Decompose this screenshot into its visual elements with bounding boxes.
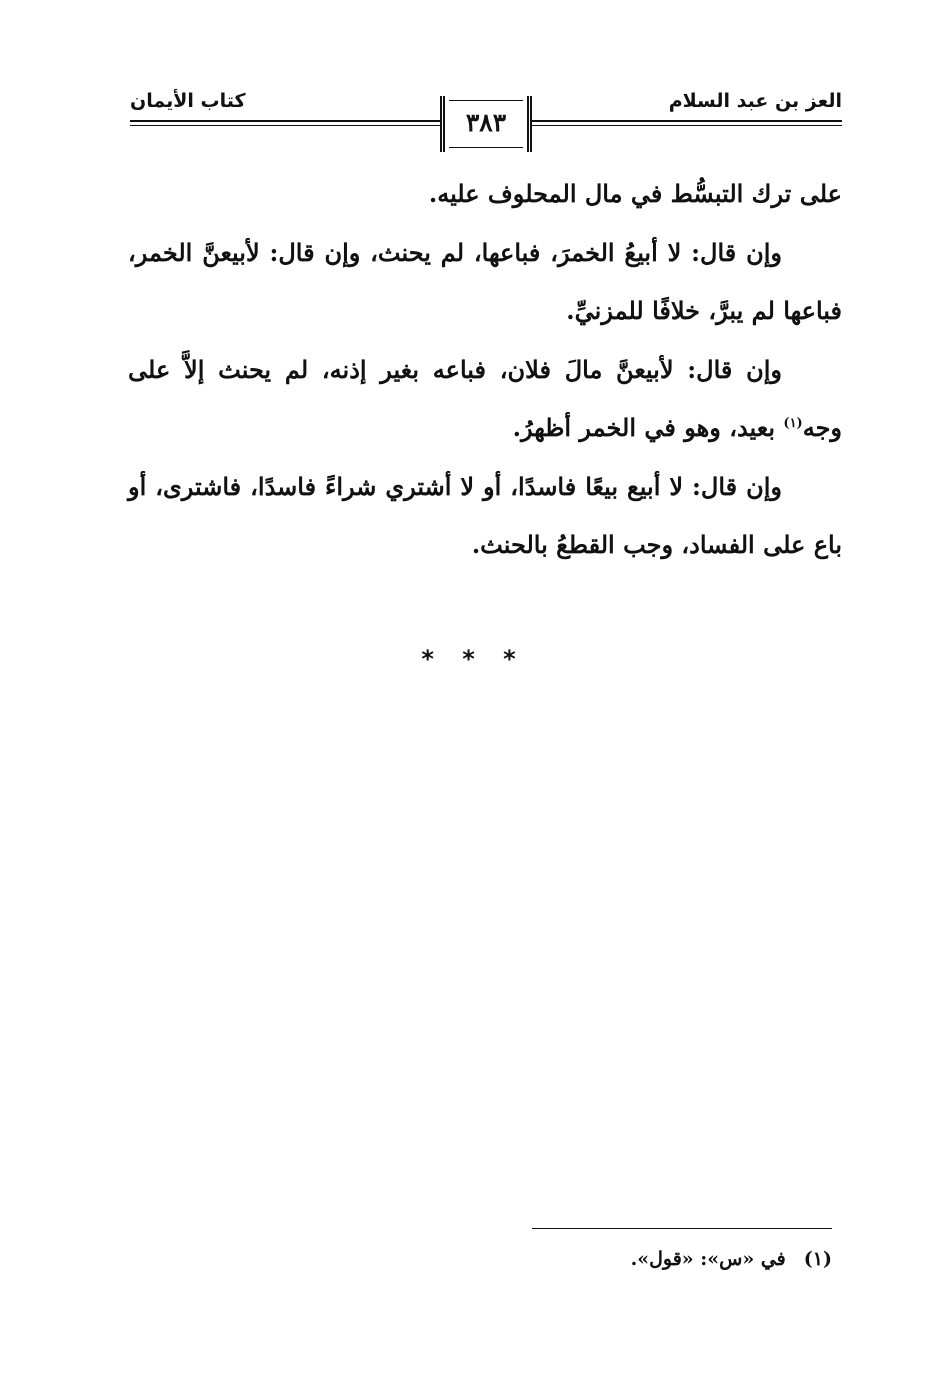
page-header bbox=[130, 88, 842, 152]
paragraph-text-continued: بعيد، وهو في الخمر أظهرُ. bbox=[512, 413, 784, 442]
footnote bbox=[631, 1248, 832, 1270]
footnote-number: (١) bbox=[803, 1248, 832, 1270]
page-number-frame bbox=[440, 96, 532, 152]
page-number: ٣٨٣ bbox=[465, 108, 507, 137]
footnote-rule bbox=[532, 1228, 832, 1229]
paragraph bbox=[128, 458, 842, 575]
footnote-text: في «س»: «قول». bbox=[630, 1248, 786, 1270]
paragraph-text: وإن قال: لا أبيع بيعًا فاسدًا، أو لا أشتري شراءً فاسدًا، فاشترى، أو باع على الفساد، وجب القطعُ بالحنث. bbox=[128, 471, 842, 559]
paragraph bbox=[128, 224, 842, 341]
main-text bbox=[128, 165, 842, 575]
running-head-chapter: كتاب الأيمان bbox=[130, 90, 246, 112]
paragraph-text: وإن قال: لا أبيعُ الخمرَ، فباعها، لم يحنث، وإن قال: لأبيعنَّ الخمر، فباعها لم يبرَّ، خلافًا للمزنيِّ. bbox=[128, 237, 842, 325]
section-separator: * * * bbox=[421, 645, 526, 673]
running-head-author: العز بن عبد السلام bbox=[668, 90, 842, 112]
paragraph-text: وإن قال: لأبيعنَّ مالَ فلان، فباعه بغير إذنه، لم يحنث إلاَّ على وجه bbox=[128, 354, 842, 442]
paragraph bbox=[128, 165, 842, 224]
paragraph-text: على ترك التبسُّط في مال المحلوف عليه. bbox=[428, 179, 842, 208]
paragraph bbox=[128, 341, 842, 458]
footnote-reference[interactable]: (١) bbox=[783, 416, 803, 431]
